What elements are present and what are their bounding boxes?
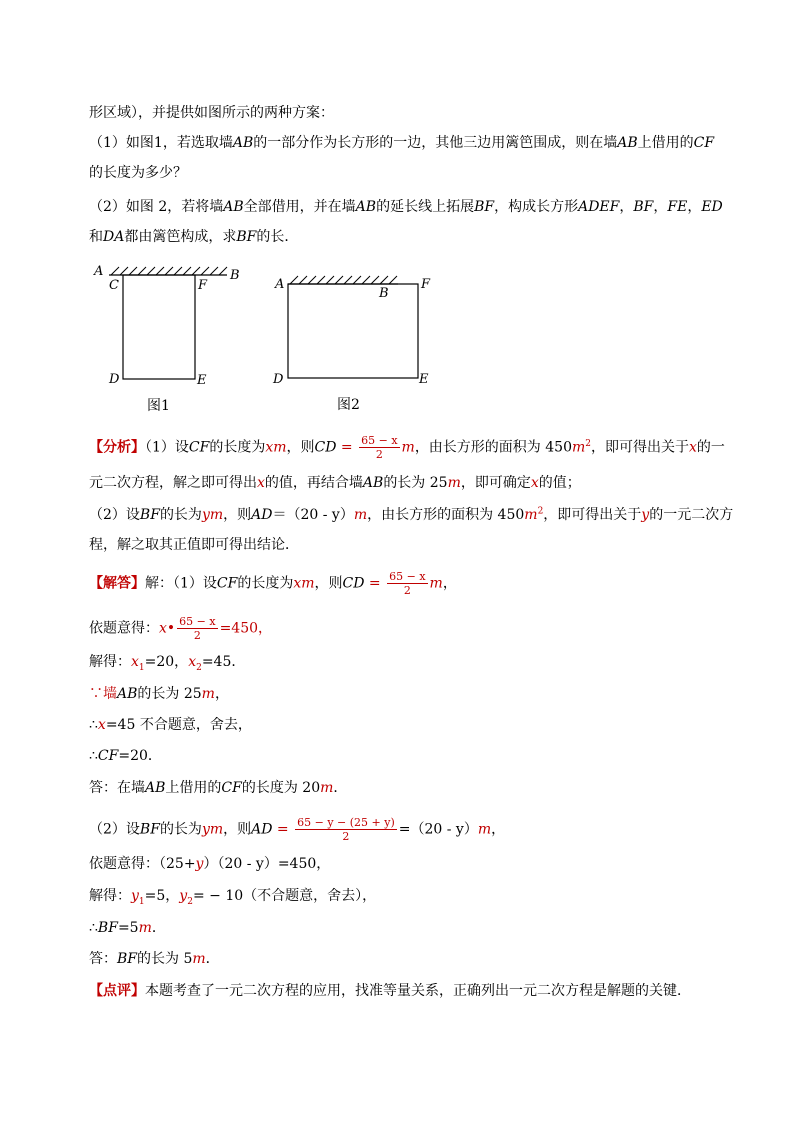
figure-2-caption: 图2: [337, 397, 360, 413]
analysis-line-3: （2）设BF的长为ym，则AD＝（20 - y）m，由长方形的面积为 $450m^2$，即可得出关于y的一元二次方: [89, 506, 734, 523]
label-D: D: [109, 372, 120, 387]
analysis-line-4: 程，解之取其正值即可得出结论．: [89, 537, 299, 553]
label-F: F: [421, 277, 431, 292]
label-F: F: [198, 278, 208, 293]
figure-1: [93, 264, 240, 414]
rectangle-cdef: [123, 275, 195, 379]
label-C: C: [109, 278, 119, 293]
wall-hatching-2: [290, 276, 397, 284]
fraction-width: $\frac{65 - x}{2}$: [179, 615, 216, 642]
analysis-line-1: 【分析】（1）设CF的长度为xm，则CD = $\frac{65 - x}{2}$ m，由长方形的面积为 $450m^2$，即可得出关于x的一: [89, 434, 725, 461]
rectangle-adef: [288, 284, 418, 378]
wall-hatching-1: [111, 267, 227, 275]
question-1-line-1: （1）如图1，若选取墙AB的一部分作为长方形的一边，其他三边用篱笆围成，则在墙AB上借用的CF: [89, 135, 715, 151]
review-line: 【点评】本题考查了一元二次方程的应用，找准等量关系，正确列出一元二次方程是解题的关键．: [89, 983, 691, 999]
solution-line-6: ∴CF=20．: [89, 748, 162, 764]
solution-line-7: 答：在墙AB上借用的CF的长度为 20m．: [89, 780, 348, 796]
fraction-cd: $\frac{65 - x}{2}$: [361, 434, 398, 461]
question-2-line-2: 和DA都由篱笆构成，求BF的长．: [89, 229, 299, 245]
fraction-ad: $\frac{65 - y - (25 + y)}{2}$: [297, 816, 395, 843]
figure-2: [272, 276, 431, 413]
solution-line-12: 答：BF的长为 5m．: [89, 951, 220, 967]
figure-1-caption: 图1: [147, 398, 170, 414]
label-E: E: [419, 372, 429, 387]
label-A: A: [94, 264, 104, 279]
fraction-cd: $\frac{65 - x}{2}$: [389, 570, 426, 597]
solution-line-8: （2）设BF的长为ym，则AD = $\frac{65 - y - (25 + y)}{2}$ =（20 - y）m，: [89, 816, 506, 843]
solution-line-4: ∵墙AB的长为 25m，: [89, 686, 229, 702]
figures: [85, 255, 445, 420]
label-E: E: [197, 373, 207, 388]
analysis-tag: 【分析】: [89, 439, 145, 456]
solution-line-9: 依题意得：（25+y）（20 - y）=450，: [89, 856, 331, 872]
analysis-line-2: 元二次方程，解之即可得出x的值，再结合墙AB的长为 25m，即可确定x的值；: [89, 475, 581, 491]
solution-line-11: ∴BF=5m．: [89, 920, 166, 936]
solution-tag: 【解答】: [89, 575, 145, 592]
problem-intro: 形区域），并提供如图所示的两种方案：: [89, 105, 334, 121]
solution-line-2: 依题意得：x• $\frac{65 - x}{2}$ =450，: [89, 615, 273, 642]
label-B: B: [230, 268, 240, 283]
solution-line-10: 解得：$y_1=5$，$y_2= - 10$（不合题意，舍去），: [89, 888, 377, 907]
question-1-line-2: 的长度为多少？: [89, 165, 187, 181]
label-B: B: [379, 286, 389, 301]
label-D: D: [273, 372, 284, 387]
solution-line-5: ∴x=45 不合题意，舍去，: [89, 717, 252, 733]
review-tag: 【点评】: [89, 983, 145, 999]
question-2-line-1: （2）如图 2，若将墙AB全部借用，并在墙AB的延长线上拓展BF，构成长方形ADEF，BF，FE，ED: [89, 199, 723, 215]
solution-line-1: 【解答】解：（1）设CF的长度为xm，则CD = $\frac{65 - x}{2}$ m，: [89, 570, 457, 597]
solution-line-3: 解得：$x_1=20$，$x_2=45$．: [89, 654, 246, 673]
label-A: A: [275, 277, 285, 292]
